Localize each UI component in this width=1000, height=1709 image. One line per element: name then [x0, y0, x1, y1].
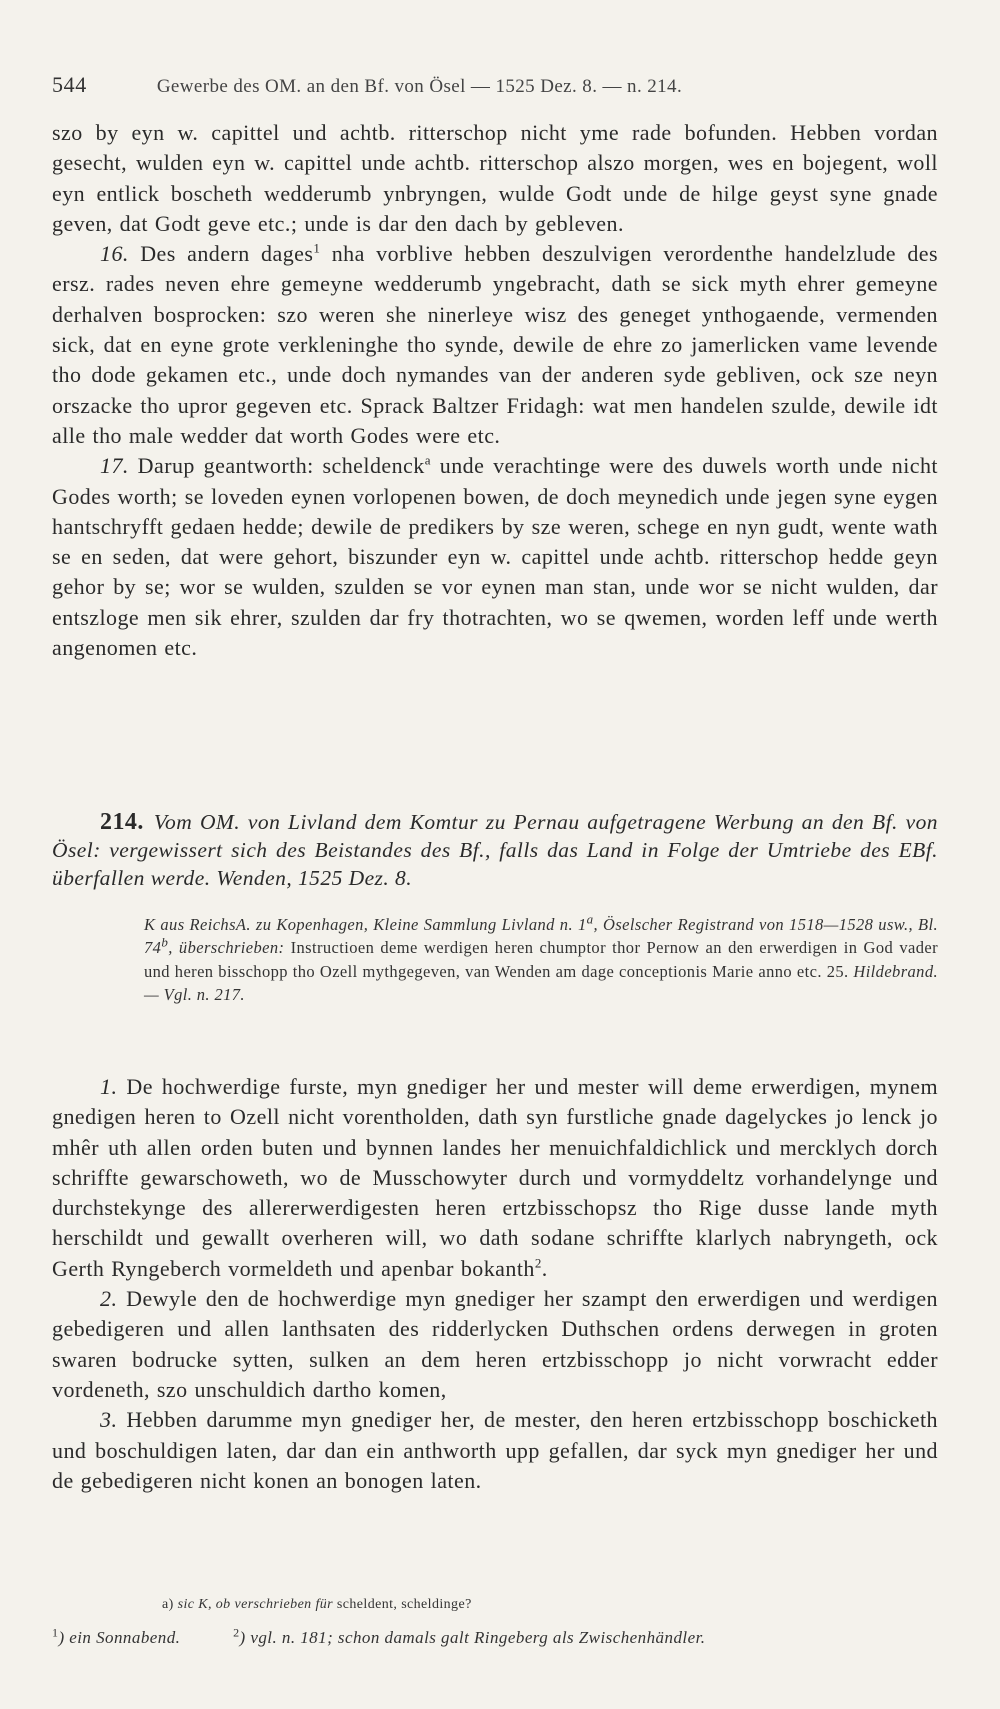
paragraph-text: Dewyle den de hochwerdige myn gnediger her szampt den erwerdigen und werdigen gebedigeren und allen lanthsaten des ridderlycken Duthschen ordens derwegen in groten swaren bodrucke sytten, sulken an dem heren ertzbisschopp jo nicht vorwracht edder vordeneth, szo unschuldich dartho komen,: [52, 1286, 938, 1402]
paragraph-text: unde verachtinge were des duwels worth unde nicht Godes worth; se loveden eynen vorlopenen bowen, de doch meynedich unde jegen syne eygen hantschryfft gedaen hedde; dewile de predikers by sze weren, schege en nyn gudt, wente wath se en seden, dat were gehort, biszunder eyn w. capittel unde achtb. ritterschop hedde geyn gehor by se; wor se wulden, szulden se vor eynen man stan, unde wor se nicht wulden, dar entszloge men sik ehrer, szulden dar fry thotrachten, wo se qwemen, worden leff unde werth angenomen etc.: [52, 453, 938, 661]
footnote-text: sic K, ob verschrieben für: [177, 1597, 334, 1612]
paragraph-17: [52, 451, 938, 663]
running-header: [52, 72, 938, 98]
paragraph-number: 3.: [100, 1407, 118, 1433]
footnote-ref: a: [424, 452, 431, 468]
source-heading-text: Instructioen deme werdigen heren chumptor thor Pernow an den erwerdigen in God vader und heren bisschopp tho Ozell mythgegeven, van Wenden am dage conceptionis Marie anno etc. 25.: [144, 938, 938, 981]
footnote-2: [233, 1625, 706, 1647]
textual-footnote-a: [162, 1597, 472, 1613]
footnote-1: [52, 1625, 181, 1647]
footnote-mark: 1: [52, 1625, 59, 1639]
footnote-text: scheldent, scheldinge?: [333, 1597, 472, 1612]
paragraph-text: Darup geantworth: scheldenck: [137, 453, 425, 479]
source-archive: K aus ReichsA. zu Kopenhagen, Kleine Sammlung Livland n. 1: [144, 915, 587, 934]
source-label: , überschrieben:: [168, 938, 285, 958]
paragraph-text: Hebben darumme myn gnediger her, de mester, den heren ertzbisschopp boschicketh und boschuldigen laten, dar dan ein anthworth upp gefallen, dar syck myn gnediger her und de gebedigeren nicht konen an bonogen laten.: [52, 1407, 939, 1493]
paragraph-number: 16.: [100, 241, 129, 267]
paragraph-16: [52, 239, 938, 451]
footnote-mark: 2: [233, 1625, 240, 1639]
document-number: 214.: [100, 809, 144, 835]
paragraph-2: [52, 1284, 938, 1405]
source-note: [144, 913, 938, 1006]
footnote-text: ) vgl. n. 181; schon damals galt Ringeberg als Zwischenhändler.: [239, 1627, 706, 1647]
footnote-ref: 2: [534, 1255, 542, 1271]
document-heading: [52, 808, 938, 892]
paragraph-text: Des andern dages: [140, 241, 314, 267]
page-number: 544: [52, 72, 87, 97]
paragraph-text: De hochwerdige furste, myn gnediger her und mester will deme erwerdigen, mynem gnedigen heren to Ozell nicht vorentholden, dath syn furstliche gnade dagelyckes jo lenck jo mhêr uth allen orden buten und bynnen landes her menuichfaldichlick und mercklych dorch schriffte gewarschoweth, wo de Musschowyter durch und vormyddeltz vorhandelynge und durchstekynge des allererwerdigesten heren ertzbisschopsz tho Rige dusse lande myth herschildt und gewallt overheren will, wo dath sodane schriffte klarlych nabryngeth, ock Gerth Ryngeberch vormeldeth und apenbar bokanth: [52, 1074, 939, 1281]
document-body: [52, 1072, 938, 1496]
paragraph-number: 2.: [100, 1286, 118, 1312]
running-title: Gewerbe des OM. an den Bf. von Ösel — 1525 Dez. 8. — n. 214.: [156, 76, 683, 97]
footnote-ref: 1: [313, 240, 321, 256]
source-registrand: , Öselscher Registrand von 1518—1528 usw., Bl. 74: [144, 915, 938, 958]
paragraph-number: 17.: [100, 453, 129, 479]
paragraph-continuation: szo by eyn w. capittel und achtb. ritterschop nicht yme rade bofunden. Hebben vordan gesecht, wulden eyn w. capittel unde achtb. ritterschop alszo morgen, wes en bojegent, woll eyn entlick boscheth wedderumb ynbryngen, wulde Godt unde de hilge geyst syne gnade geven, dat Godt geve etc.; unde is dar den dach by gebleven.: [52, 120, 938, 236]
paragraph-number: 1.: [100, 1074, 118, 1099]
document-title: Vom OM. von Livland dem Komtur zu Pernau aufgetragene Werbung an den Bf. von Ösel: vergewissert sich des Beistandes des Bf., falls das Land in Folge der Umtriebe des EBf. überfallen werde. Wenden, 1525 Dez. 8.: [52, 810, 938, 890]
paragraph-text: nha vorblive hebben deszulvigen verordenthe handelzlude des ersz. rades neven ehre gemeyne wedderumb yngebracht, dath se sick myth ehrer gemeyne derhalven bosprocken: szo weren she ninerleye wisz des geneget ynthogaende, vermenden sick, dat en eyne grote verkleninghe tho synde, dewile de ehre zo jamerlicken vame levende tho dode gekamen etc., unde doch nymandes van der anderen syde gebliven, ock sze neyn orszacke tho upror gegeven etc. Sprack Baltzer Fridagh: wat men handelen szulde, dewile idt alle tho male wedder dat worth Godes were etc.: [52, 241, 939, 448]
continuation-text: [52, 118, 938, 663]
paragraph-text: .: [541, 1255, 548, 1281]
paragraph-3: [52, 1405, 938, 1496]
source-sup: a: [586, 911, 594, 927]
paragraph-1: [52, 1072, 938, 1284]
source-sup: b: [161, 934, 169, 950]
source-reference: Hildebrand. — Vgl. n. 217.: [144, 961, 938, 1004]
footnote-text: ) ein Sonnabend.: [58, 1627, 181, 1647]
footnote-label: a): [162, 1597, 174, 1612]
source-paragraph: [144, 913, 938, 1006]
footnotes: [52, 1625, 938, 1648]
